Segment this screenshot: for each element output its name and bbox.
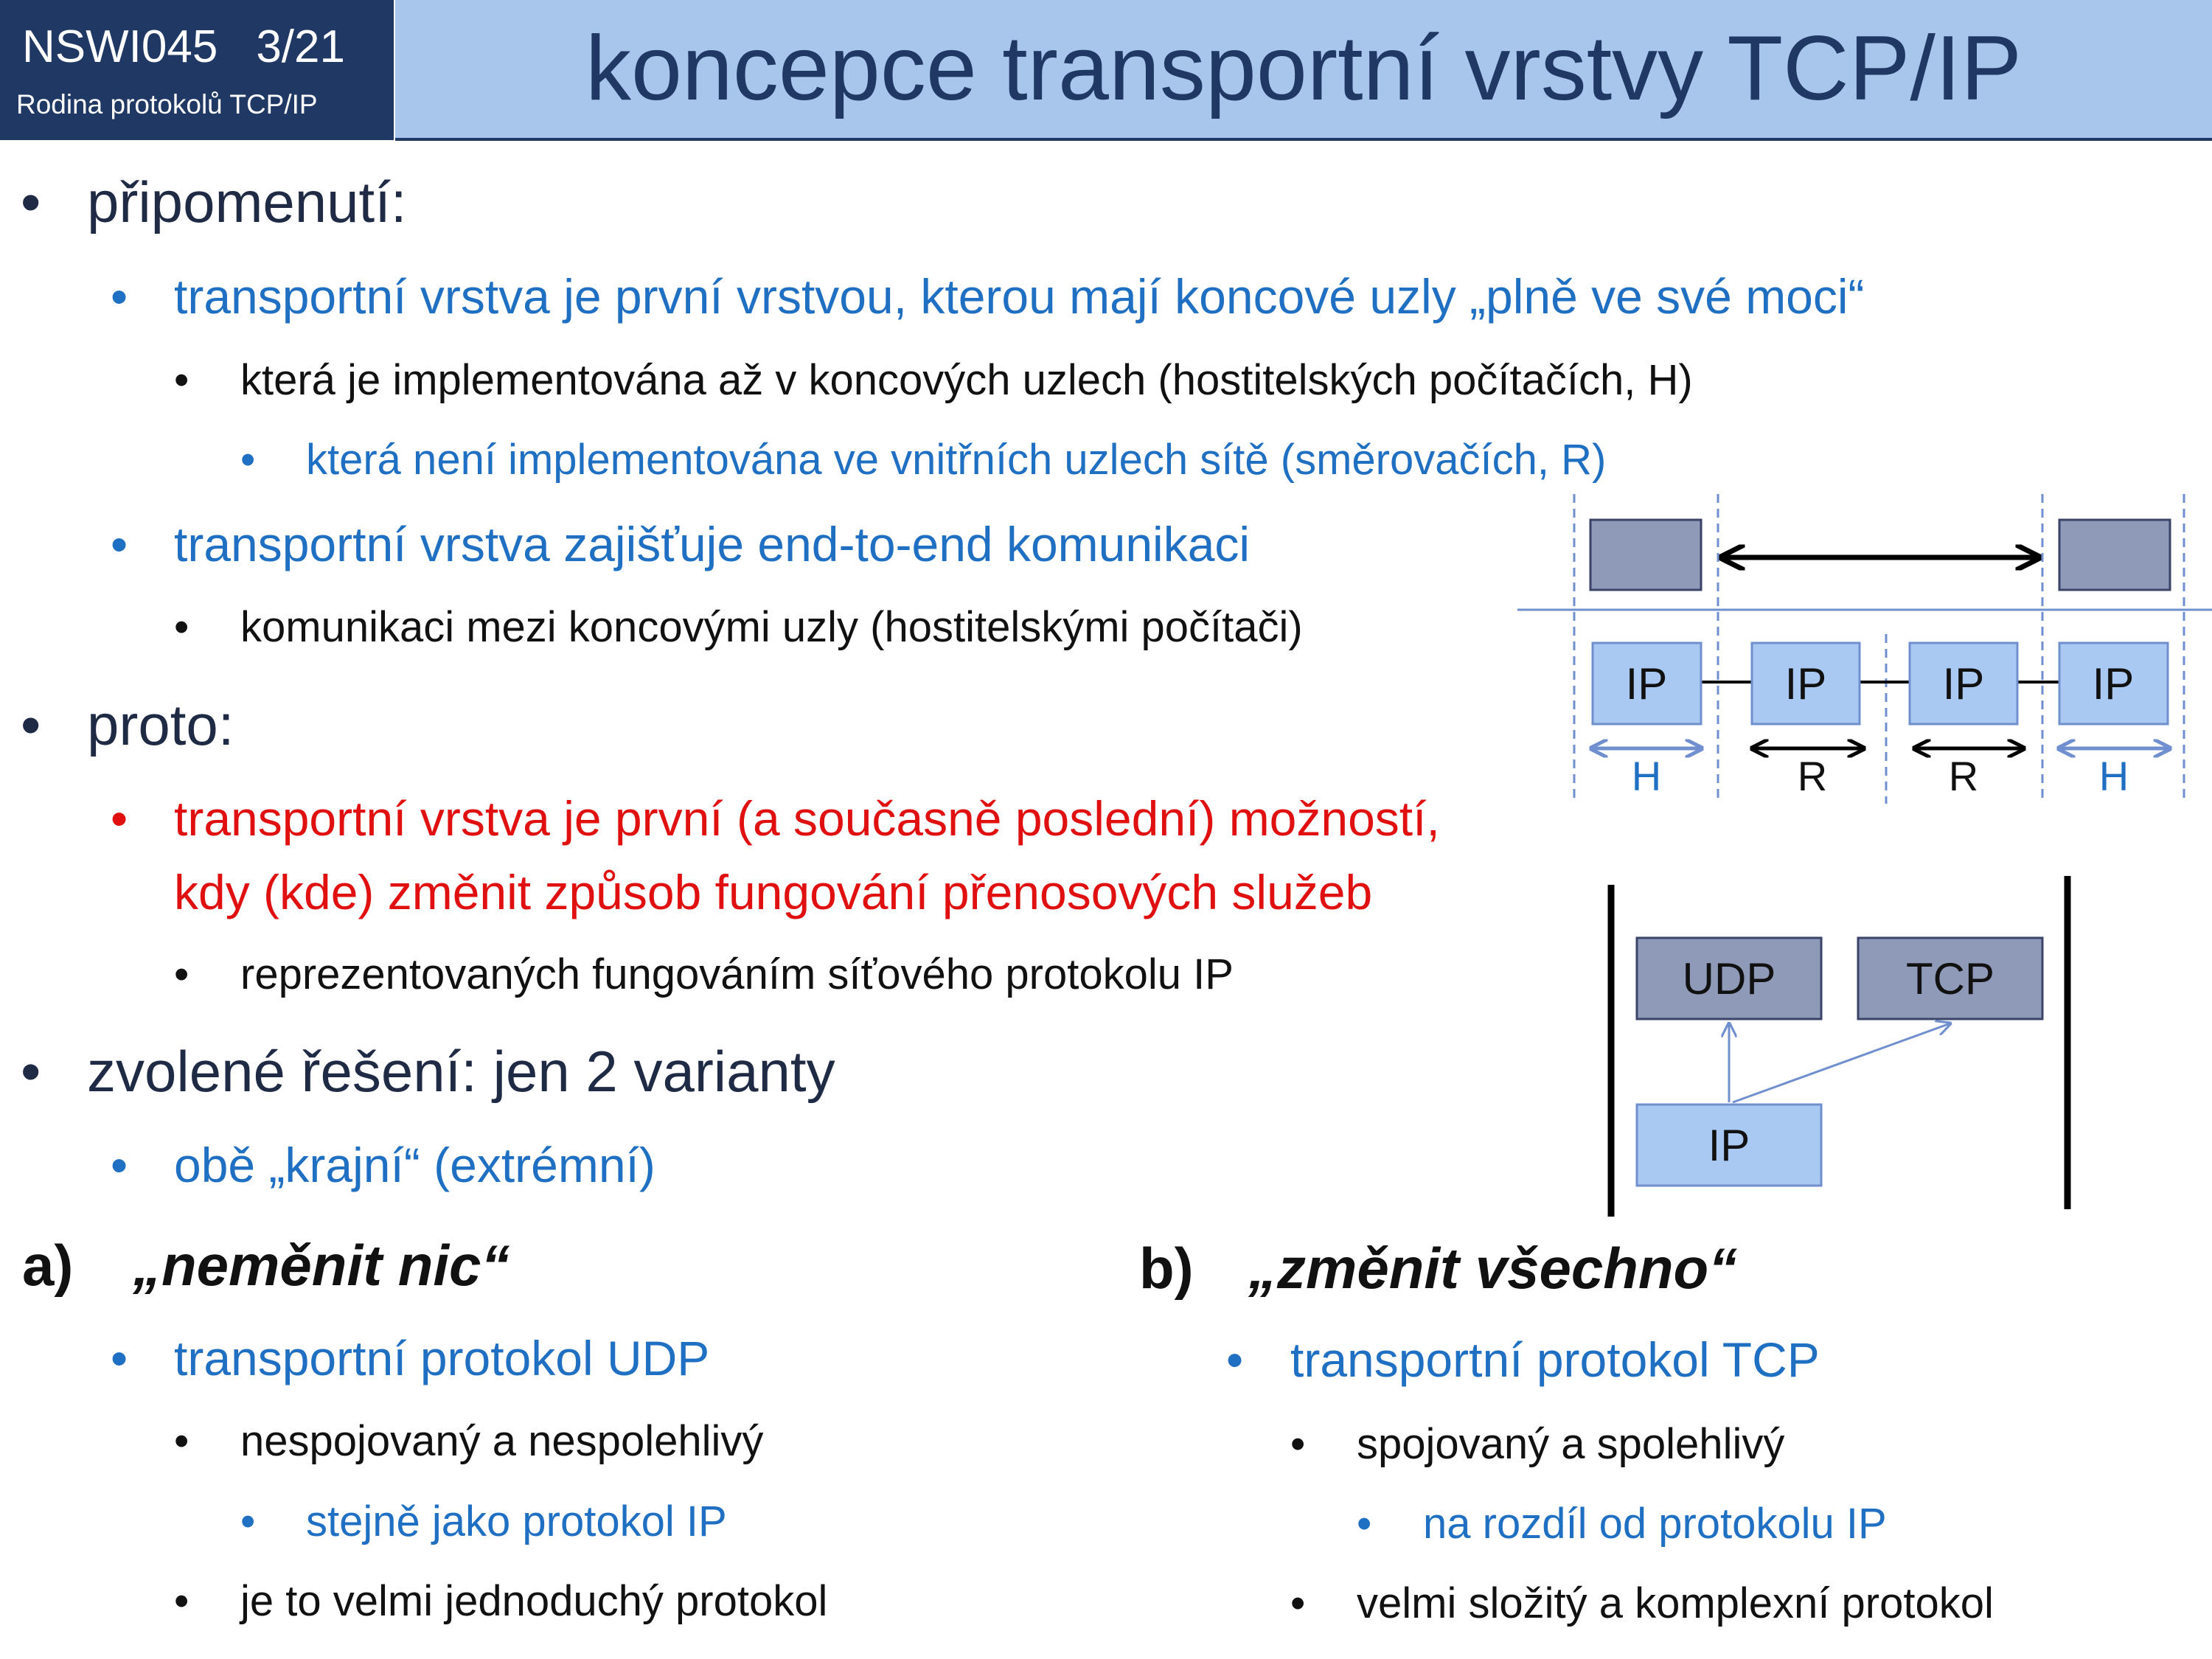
bullet-icon: • — [1290, 1420, 1306, 1468]
svg-text:IP: IP — [1784, 659, 1827, 709]
bullet-icon: • — [21, 692, 41, 757]
svg-text:IP: IP — [2092, 659, 2135, 709]
svg-text:H: H — [1631, 753, 1662, 799]
course-subtitle: Rodina protokolů TCP/IP — [16, 89, 318, 119]
bullet-reminder: připomenutí: — [87, 170, 407, 234]
end-to-end-diagram — [1512, 487, 2212, 811]
bullet-communication: komunikaci mezi koncovými uzly (hostitelskými počítači) — [240, 603, 1303, 651]
option-b-complex: velmi složitý a komplexní protokol — [1357, 1579, 1994, 1627]
bullet-icon: • — [174, 603, 189, 651]
bullet-extreme: obě „krajní“ (extrémní) — [174, 1138, 655, 1192]
title-bar — [395, 0, 2212, 141]
bullet-not-implemented: která není implementována ve vnitřních uzlech sítě (směrovačích, R) — [306, 436, 1607, 484]
node-router-1 — [1752, 643, 1864, 799]
bullet-icon: • — [21, 170, 41, 234]
bullet-icon: • — [111, 1138, 128, 1192]
bullet-represented: reprezentovaných fungováním síťového protokolu IP — [240, 950, 1234, 998]
course-code: NSWI045 — [22, 21, 218, 72]
option-a-heading: „neměnit nic“ — [133, 1233, 510, 1298]
bullet-icon: • — [1226, 1332, 1244, 1387]
bullet-icon: • — [174, 950, 189, 998]
transport-box-right — [2059, 520, 2170, 590]
transport-box-left — [1590, 520, 1701, 590]
bullet-icon: • — [111, 517, 128, 571]
bullet-icon: • — [174, 1417, 189, 1465]
node-host-left — [1591, 643, 1702, 799]
svg-text:H: H — [2098, 753, 2129, 799]
option-b-property: spojovaný a spolehlivý — [1357, 1420, 1785, 1468]
svg-text:IP: IP — [1942, 659, 1985, 709]
svg-text:IP: IP — [1625, 659, 1668, 709]
bullet-first-last-line1: transportní vrstva je první (a současně poslední) možností, — [174, 791, 1440, 846]
bullet-icon: • — [111, 1331, 128, 1385]
svg-text:R: R — [1797, 753, 1828, 799]
bullet-icon: • — [111, 791, 128, 846]
svg-text:IP: IP — [1708, 1121, 1750, 1170]
bullet-icon: • — [240, 1498, 256, 1545]
protocol-stack-diagram — [1585, 870, 2087, 1224]
svg-text:R: R — [1948, 753, 1979, 799]
bullet-icon: • — [111, 269, 128, 324]
option-b-protocol: transportní protokol TCP — [1290, 1332, 1820, 1387]
bullet-icon: • — [174, 356, 189, 404]
option-a-protocol: transportní protokol UDP — [174, 1331, 710, 1385]
bullet-icon: • — [174, 1577, 189, 1625]
bullet-first-layer: transportní vrstva je první vrstvou, kterou mají koncové uzly „plně ve své moci“ — [174, 269, 1865, 324]
option-a-marker: a) — [22, 1233, 74, 1298]
bullet-implemented-end: která je implementována až v koncových uzlech (hostitelských počítačích, H) — [240, 356, 1693, 404]
node-host-right — [2059, 643, 2170, 799]
course-code-line — [22, 18, 345, 77]
option-b-marker: b) — [1139, 1236, 1194, 1301]
slide-title: koncepce transportní vrstvy TCP/IP — [585, 18, 2023, 119]
node-router-2 — [1910, 643, 2024, 799]
course-badge — [0, 0, 394, 140]
bullet-first-last-line2: kdy (kde) změnit způsob fungování přenosových služeb — [174, 865, 1373, 919]
option-b-heading: „změnit všechno“ — [1248, 1236, 1738, 1301]
option-a-simple: je to velmi jednoduchý protokol — [240, 1577, 828, 1625]
option-a-same-as-ip: stejně jako protokol IP — [306, 1498, 727, 1545]
ip-box — [1637, 1105, 1821, 1186]
bullet-end-to-end: transportní vrstva zajišťuje end-to-end komunikaci — [174, 517, 1251, 571]
page-number: 3/21 — [256, 21, 345, 72]
bullet-chosen-solution: zvolené řešení: jen 2 varianty — [87, 1039, 835, 1104]
option-a-property: nespojovaný a nespolehlivý — [240, 1417, 764, 1465]
svg-text:UDP: UDP — [1682, 954, 1776, 1004]
tcp-box — [1858, 938, 2042, 1019]
ip-to-tcp-arrow — [1733, 1023, 1950, 1102]
bullet-icon: • — [21, 1039, 41, 1104]
bullet-icon: • — [240, 436, 256, 484]
bullet-icon: • — [1290, 1579, 1306, 1627]
udp-box — [1637, 938, 1821, 1019]
option-b-unlike-ip: na rozdíl od protokolu IP — [1423, 1500, 1887, 1548]
bullet-icon: • — [1357, 1500, 1372, 1548]
bullet-therefore: proto: — [87, 692, 234, 757]
svg-text:TCP: TCP — [1906, 954, 1994, 1004]
